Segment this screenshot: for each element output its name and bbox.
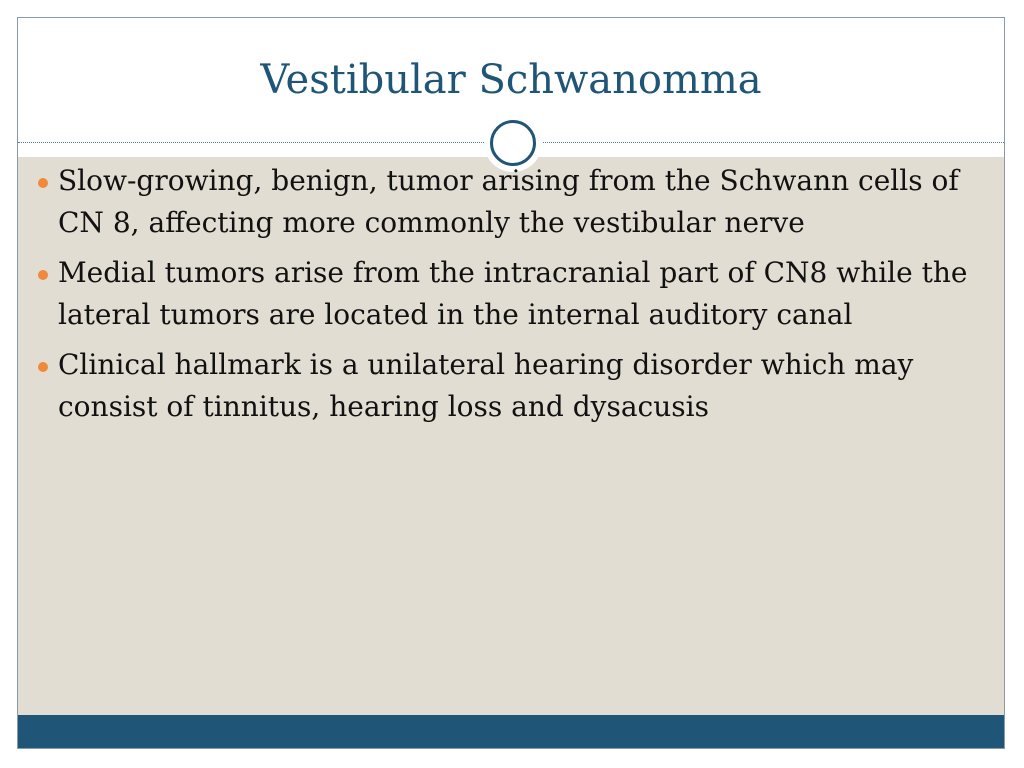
- bullet-text: Clinical hallmark is a unilateral hearing disorder which may consist of tinnitus, hearing loss and dysacusis: [58, 348, 914, 423]
- bullet-text: Slow-growing, benign, tumor arising from the Schwann cells of CN 8, affecting more commonly the vestibular nerve: [58, 164, 959, 239]
- bullet-item: [38, 344, 968, 428]
- bullet-text: Medial tumors arise from the intracranial part of CN8 while the lateral tumors are located in the internal auditory canal: [58, 256, 968, 331]
- bullet-list: [38, 160, 968, 436]
- bullet-dot-icon: [38, 270, 48, 280]
- bullet-dot-icon: [38, 178, 48, 188]
- bullet-dot-icon: [38, 362, 48, 372]
- bullet-item: [38, 252, 968, 336]
- slide-title: Vestibular Schwanomma: [260, 57, 762, 103]
- footer-band: [18, 715, 1004, 749]
- bullet-item: [38, 160, 968, 244]
